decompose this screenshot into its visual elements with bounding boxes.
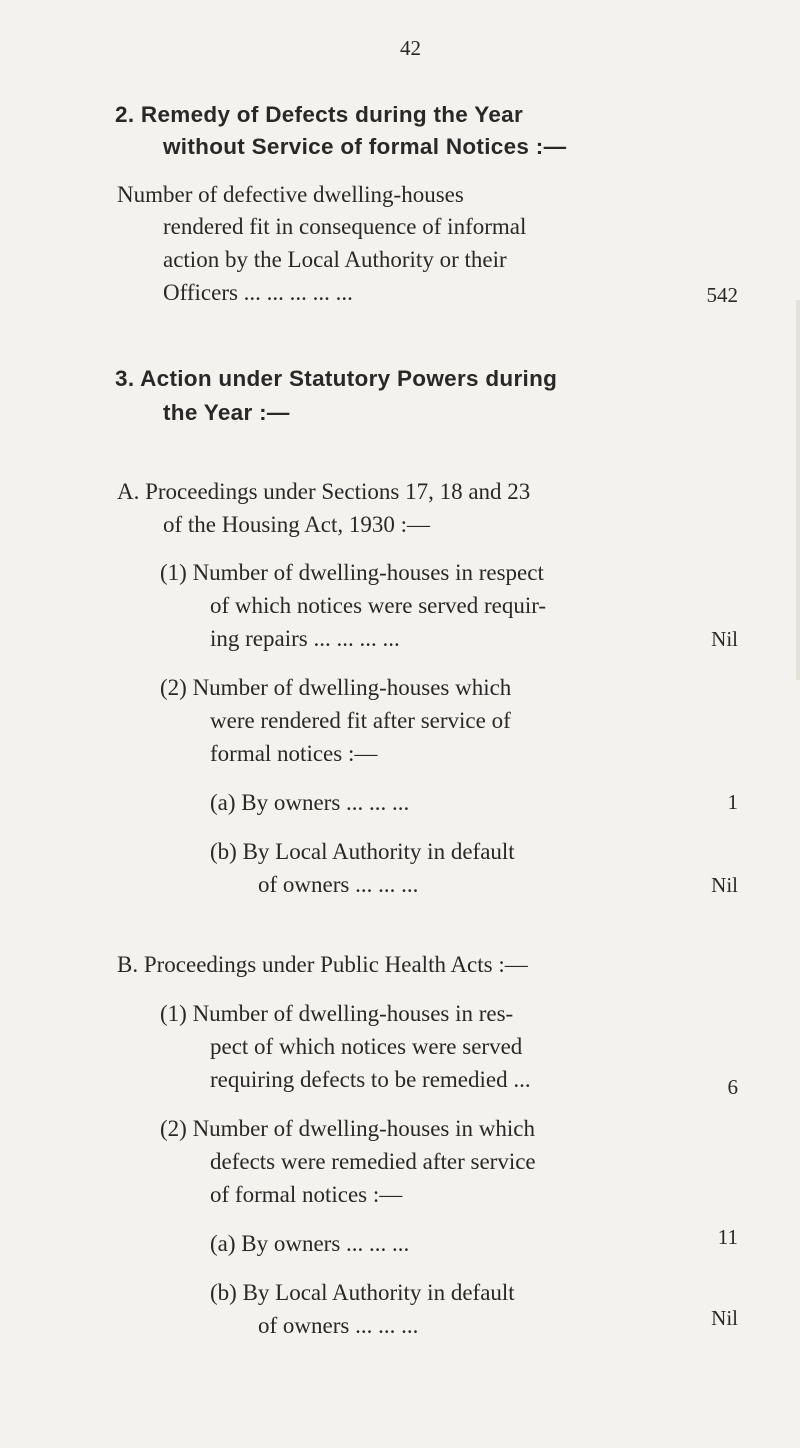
section-3a-item-2b-line-1: (b) By Local Authority in default [210, 839, 515, 864]
section-3a-item-2a-value: 1 [727, 790, 738, 814]
section-3a-item-2a-line: (a) By owners ... ... ... [210, 790, 410, 815]
section-3b-heading: B. Proceedings under Public Health Acts :— [117, 952, 528, 977]
section-3b-item-2b-value: Nil [711, 1306, 738, 1330]
section-3a-item-2b-line-2: of owners ... ... ... [258, 872, 419, 897]
section-3a-item-1-line-2: of which notices were served requir- [210, 593, 547, 618]
section-2-heading-line-1: 2. Remedy of Defects during the Year [115, 102, 524, 127]
page-edge-shadow [796, 300, 800, 680]
section-2-body-line-4: Officers ... ... ... ... ... [163, 280, 353, 305]
section-3a-item-2-line-2: were rendered fit after service of [210, 708, 511, 733]
section-3a-item-2-line-1: (2) Number of dwelling-houses which [160, 675, 512, 700]
section-3b-item-2-line-1: (2) Number of dwelling-houses in which [160, 1116, 535, 1141]
section-3-heading-line-2: the Year :— [163, 400, 290, 425]
section-3b-item-1-line-2: pect of which notices were served [210, 1034, 523, 1059]
section-3b-item-1-value: 6 [727, 1075, 738, 1099]
section-3a-item-1-line-1: (1) Number of dwelling-houses in respect [160, 560, 544, 585]
section-3b-item-2-line-3: of formal notices :— [210, 1182, 403, 1207]
section-3a-item-1-line-3: ing repairs ... ... ... ... [210, 626, 400, 651]
section-2-body-line-3: action by the Local Authority or their [163, 247, 507, 272]
section-3b-item-1-line-3: requiring defects to be remedied ... [210, 1067, 531, 1092]
section-3a-item-2-line-3: formal notices :— [210, 741, 378, 766]
section-2-body-line-1: Number of defective dwelling-houses [117, 182, 464, 207]
page-number: 42 [400, 36, 421, 60]
section-3b-item-1-line-1: (1) Number of dwelling-houses in res- [160, 1001, 514, 1026]
section-3b-item-2b-line-2: of owners ... ... ... [258, 1313, 419, 1338]
section-3-heading-line-1: 3. Action under Statutory Powers during [115, 366, 558, 391]
section-3a-item-1-value: Nil [711, 627, 738, 651]
section-3b-item-2-line-2: defects were remedied after service [210, 1149, 536, 1174]
section-3a-item-2b-value: Nil [711, 873, 738, 897]
section-3b-item-2a-line: (a) By owners ... ... ... [210, 1231, 410, 1256]
section-3a-heading-line-2: of the Housing Act, 1930 :— [163, 512, 431, 537]
section-3a-heading-line-1: A. Proceedings under Sections 17, 18 and 23 [117, 479, 531, 504]
section-3b-item-2b-line-1: (b) By Local Authority in default [210, 1280, 515, 1305]
section-2-body-line-2: rendered fit in consequence of informal [163, 214, 527, 239]
section-2-value: 542 [706, 283, 738, 307]
section-2-heading-line-2: without Service of formal Notices :— [163, 134, 567, 159]
section-3b-item-2a-value: 11 [717, 1225, 738, 1249]
